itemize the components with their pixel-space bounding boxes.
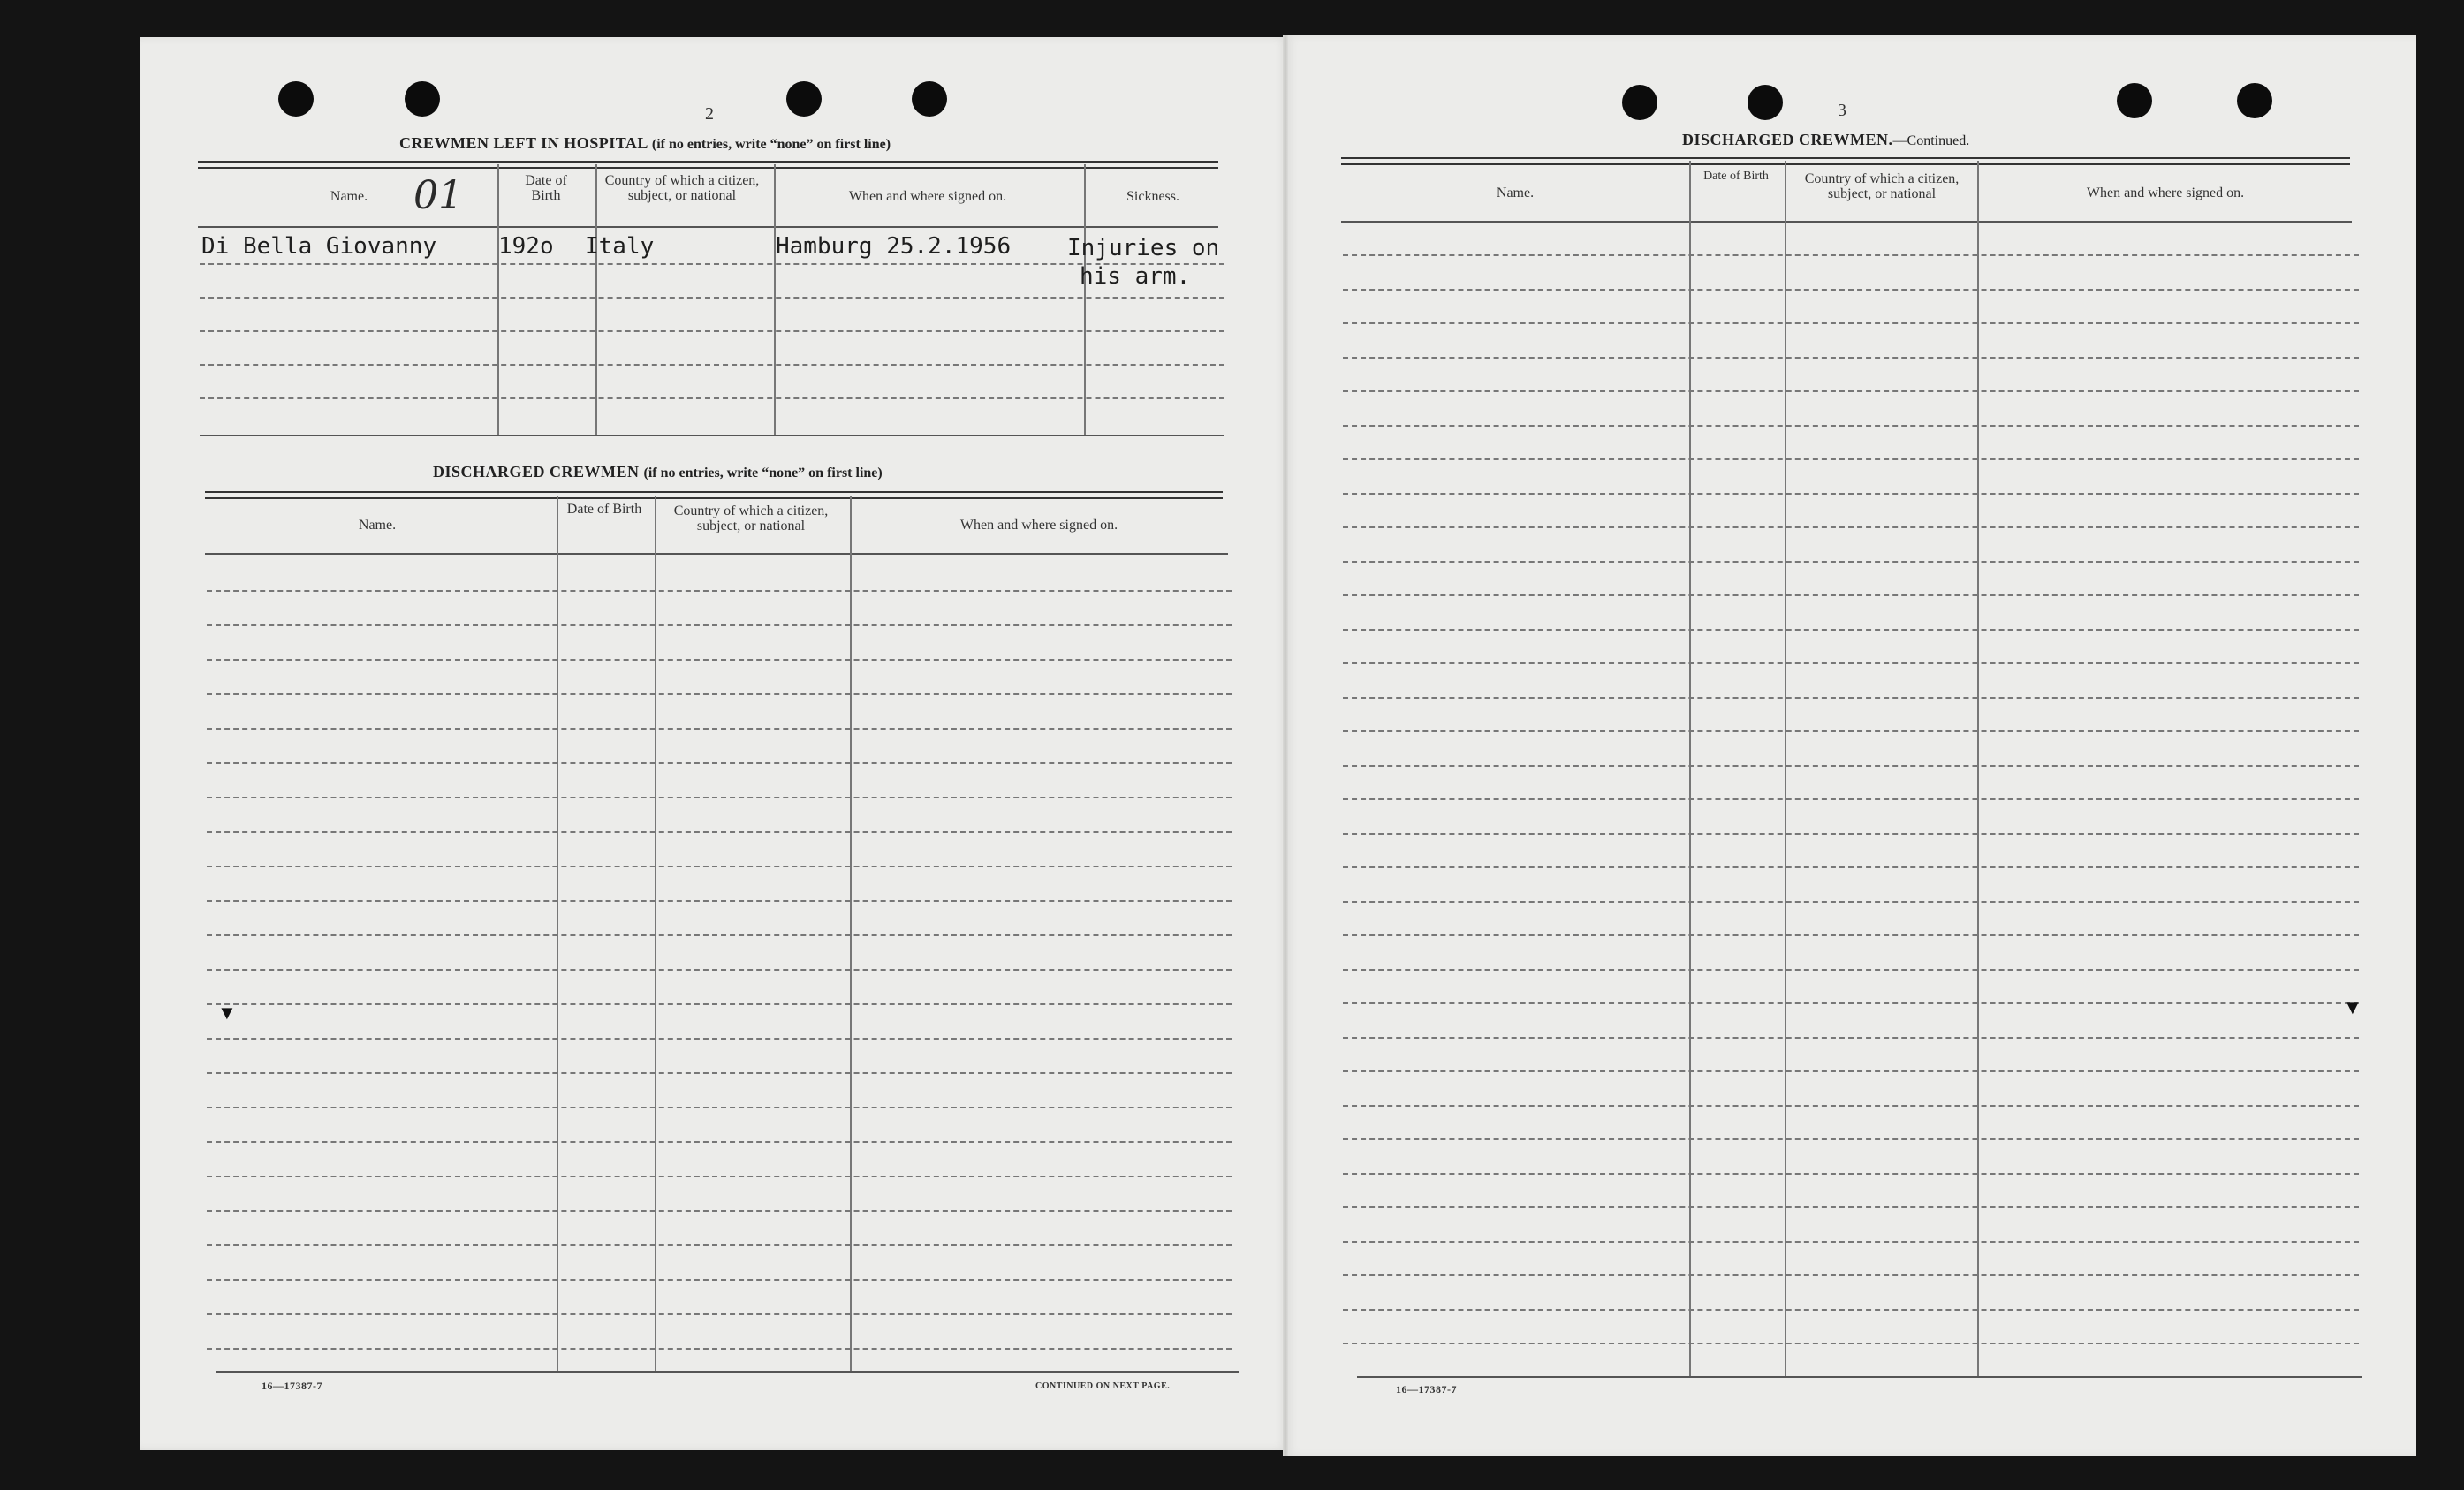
entry-dob: 192o	[498, 233, 554, 260]
blank-row-line	[1343, 1206, 2359, 1208]
blank-row-line	[1343, 493, 2359, 495]
blank-row-line	[1343, 1274, 2359, 1276]
hospital-row-line	[200, 364, 1224, 366]
discharged-header-rule	[205, 553, 1228, 555]
blank-row-line	[207, 831, 1232, 833]
blank-row-line	[1343, 662, 2359, 664]
blank-row-line	[1343, 1002, 2359, 1004]
blank-row-line	[1343, 1105, 2359, 1107]
blank-row-line	[207, 969, 1232, 971]
blank-row-line	[1343, 1138, 2359, 1140]
form-number: 16—17387-7	[1396, 1383, 1457, 1395]
punch-hole	[405, 81, 440, 117]
blank-row-line	[1343, 798, 2359, 800]
hospital-row-line	[200, 263, 1224, 265]
discharged-header-signed: When and where signed on.	[959, 518, 1118, 533]
hospital-col-divider	[1084, 164, 1086, 435]
right-bottom-rule	[1357, 1376, 2362, 1378]
punch-hole	[912, 81, 947, 117]
hospital-header-signed: When and where signed on.	[848, 189, 1007, 204]
right-header-signed: When and where signed on.	[2086, 185, 2245, 200]
blank-row-line	[1343, 526, 2359, 528]
blank-row-line	[1343, 425, 2359, 427]
blank-row-line	[1343, 594, 2359, 596]
right-header-name: Name.	[1496, 185, 1535, 200]
hospital-top-rule	[198, 161, 1218, 169]
blank-row-line	[1343, 357, 2359, 359]
blank-row-line	[207, 1279, 1232, 1281]
hospital-row-line	[200, 330, 1224, 332]
blank-row-line	[1343, 1173, 2359, 1175]
blank-row-line	[1343, 833, 2359, 835]
discharged-continued-title	[1682, 131, 1969, 149]
marker-triangle: ▼	[217, 1002, 237, 1024]
blank-row-line	[207, 624, 1232, 626]
hospital-col-divider	[497, 164, 499, 435]
blank-row-line	[207, 693, 1232, 695]
continued-title-suffix: —Continued.	[1892, 133, 1970, 148]
hospital-col-divider	[595, 164, 597, 435]
discharged-title-text: DISCHARGED CREWMEN	[433, 463, 640, 480]
blank-row-line	[207, 590, 1232, 592]
blank-row-line	[207, 1176, 1232, 1177]
discharged-top-rule	[205, 491, 1223, 499]
hospital-header-country: Country of which a citizen, subject, or national	[604, 173, 760, 203]
right-top-rule	[1341, 157, 2350, 165]
blank-row-line	[1343, 1070, 2359, 1072]
discharged-section-title	[433, 463, 883, 481]
blank-row-line	[1343, 561, 2359, 563]
blank-row-line	[1343, 458, 2359, 460]
blank-row-line	[207, 659, 1232, 661]
hospital-title-text: CREWMEN LEFT IN HOSPITAL	[399, 134, 648, 152]
discharged-col-divider	[557, 496, 558, 1371]
right-col-divider	[1785, 161, 1786, 1376]
page-number: 3	[1838, 101, 1846, 120]
blank-row-line	[1343, 390, 2359, 392]
blank-row-line	[207, 1072, 1232, 1074]
handwritten-mark: 01	[413, 173, 463, 218]
blank-row-line	[1343, 289, 2359, 291]
entry-country: Italy	[585, 233, 655, 260]
punch-hole	[786, 81, 822, 117]
punch-hole	[1748, 85, 1783, 120]
hospital-section-title	[399, 134, 891, 153]
hospital-title-note: (if no entries, write “none” on first line)	[651, 137, 891, 152]
blank-row-line	[1343, 934, 2359, 936]
blank-row-line	[207, 1107, 1232, 1108]
hospital-header-name: Name.	[330, 189, 368, 204]
discharged-header-country: Country of which a citizen, subject, or national	[673, 503, 829, 533]
punch-hole	[1622, 85, 1657, 120]
continued-note: CONTINUED ON NEXT PAGE.	[1035, 1381, 1171, 1391]
blank-row-line	[1343, 866, 2359, 868]
blank-row-line	[1343, 254, 2359, 256]
blank-row-line	[1343, 322, 2359, 324]
blank-row-line	[207, 1038, 1232, 1040]
entry-sickness-line2: his arm.	[1080, 263, 1191, 290]
form-number: 16—17387-7	[262, 1380, 322, 1392]
discharged-col-divider	[655, 496, 656, 1371]
blank-row-line	[207, 1244, 1232, 1246]
punch-hole	[2237, 83, 2272, 118]
blank-row-line	[1343, 969, 2359, 971]
discharged-bottom-rule	[216, 1371, 1239, 1373]
discharged-title-note: (if no entries, write “none” on first line)	[643, 465, 883, 480]
discharged-col-divider	[850, 496, 852, 1371]
blank-row-line	[207, 1210, 1232, 1212]
right-header-rule	[1341, 221, 2352, 223]
blank-row-line	[207, 1348, 1232, 1350]
blank-row-line	[1343, 629, 2359, 631]
right-header-dob: Date of Birth	[1703, 170, 1769, 183]
discharged-header-dob: Date of Birth	[566, 502, 642, 517]
blank-row-line	[207, 1313, 1232, 1315]
continued-title-text: DISCHARGED CREWMEN.	[1682, 131, 1893, 148]
right-page	[1285, 35, 2416, 1456]
blank-row-line	[1343, 1343, 2359, 1344]
hospital-header-dob: Date of Birth	[525, 173, 567, 203]
hospital-row-line	[200, 297, 1224, 299]
blank-row-line	[1343, 765, 2359, 767]
blank-row-line	[207, 728, 1232, 730]
right-header-country: Country of which a citizen, subject, or national	[1804, 171, 1960, 201]
blank-row-line	[1343, 901, 2359, 903]
blank-row-line	[1343, 1309, 2359, 1311]
hospital-header-rule	[198, 226, 1218, 228]
blank-row-line	[207, 1141, 1232, 1143]
right-col-divider	[1977, 161, 1979, 1376]
marker-triangle: ▼	[2343, 996, 2362, 1018]
blank-row-line	[1343, 1037, 2359, 1039]
page-fold	[1283, 35, 1288, 1456]
blank-row-line	[207, 797, 1232, 798]
page-number: 2	[705, 104, 714, 124]
blank-row-line	[207, 762, 1232, 764]
blank-row-line	[1343, 730, 2359, 732]
blank-row-line	[207, 900, 1232, 902]
discharged-header-name: Name.	[358, 518, 397, 533]
blank-row-line	[207, 866, 1232, 867]
entry-sickness-line1: Injuries on	[1067, 235, 1220, 261]
punch-hole	[278, 81, 314, 117]
hospital-row-line	[200, 397, 1224, 399]
punch-hole	[2117, 83, 2152, 118]
entry-name: Di Bella Giovanny	[201, 233, 437, 260]
hospital-header-sickness: Sickness.	[1126, 189, 1179, 204]
blank-row-line	[207, 1003, 1232, 1005]
blank-row-line	[1343, 697, 2359, 699]
entry-signed-on: Hamburg 25.2.1956	[776, 233, 1012, 260]
blank-row-line	[1343, 1241, 2359, 1243]
blank-row-line	[207, 934, 1232, 936]
hospital-bottom-rule	[200, 435, 1224, 436]
hospital-col-divider	[774, 164, 776, 435]
right-col-divider	[1689, 161, 1691, 1376]
